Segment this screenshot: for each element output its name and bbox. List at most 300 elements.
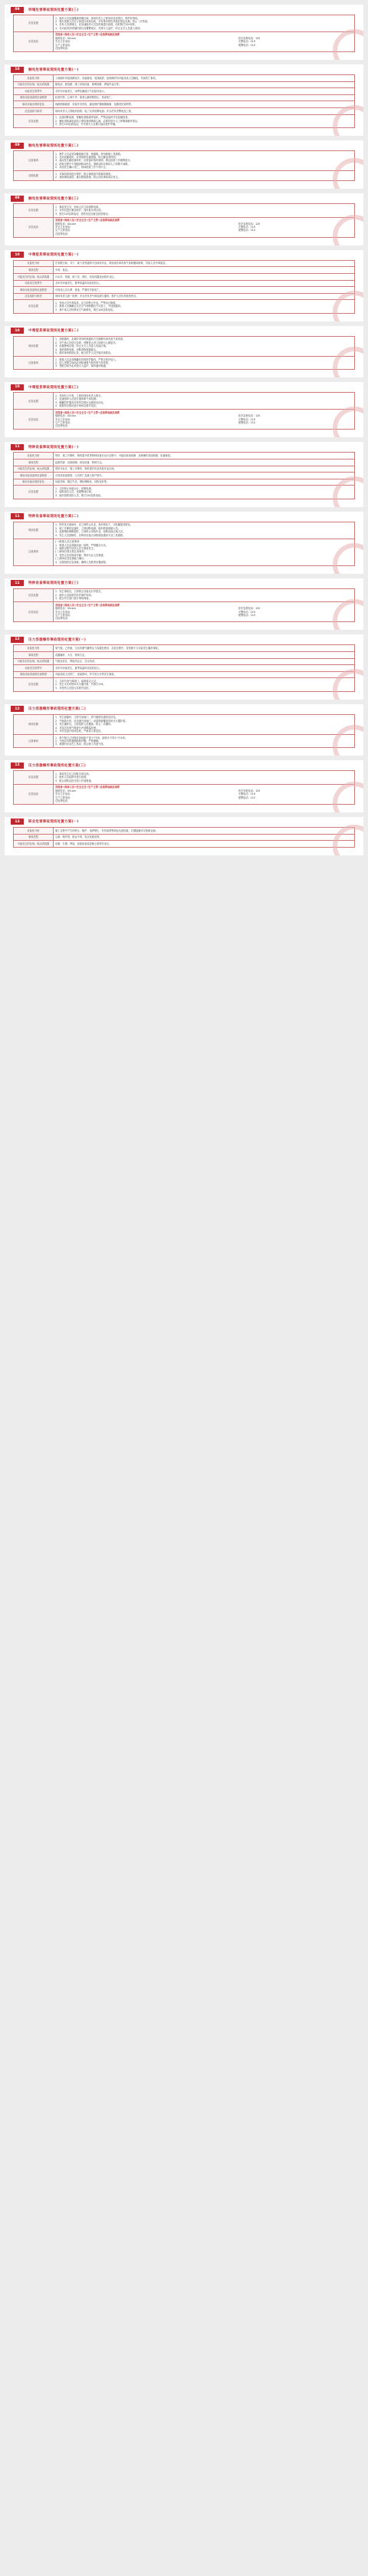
row-value — [54, 645, 355, 652]
section-body — [5, 827, 363, 855]
row-value — [54, 602, 355, 622]
plan-section — [5, 817, 363, 855]
row-label: 现场处置 — [14, 522, 54, 539]
list-item: 3、夜间发生触电事故时，应准备好临时照明，保证抢救工作顺利进行。 — [55, 159, 133, 163]
section-title: 职业危害事故现场处置方案(一) — [28, 820, 79, 825]
plan-section — [5, 382, 363, 437]
procedure-table — [13, 452, 355, 499]
list-item: 4、定期组织应急演练，确保人员熟悉处置流程。 — [55, 560, 108, 564]
plan-section — [5, 193, 363, 245]
row-value — [54, 771, 355, 784]
emergency-number: 火警电话：119 — [238, 40, 255, 44]
list-item: 2、施工升降机坠落时，立即切断电源，组织救援被困人员。 — [55, 526, 120, 530]
procedure-row — [14, 357, 355, 370]
list-item: 2、发生火灾时使用灭火器扑救，并拨打119。 — [55, 683, 106, 687]
row-text: 现场负责人统一指挥；安全员负责气体检测与通风；救护人员负责抢救伤员。 — [55, 295, 139, 298]
list-item: 3、受伤人员应保持冷静，等待专业人员救援。 — [55, 553, 106, 557]
row-text: 可造成人员头晕、昏迷，严重时导致死亡。 — [55, 288, 102, 292]
contact-entry: 生产主管电话： — [55, 421, 73, 425]
section-header — [5, 442, 363, 452]
list-item: 5、对伤员进行现场急救，严重者立即送医。 — [55, 729, 104, 733]
row-value — [54, 479, 355, 486]
section-number-badge: 09 — [11, 7, 24, 13]
list-item: 1、塔吊发生倾斜时，应立即停止作业，将吊物放下，司机撤离驾驶室。 — [55, 523, 133, 527]
procedure-row — [14, 734, 355, 747]
contact-entry: 值班电话：XX-xxx — [55, 36, 76, 40]
procedure-row — [14, 651, 355, 658]
list-item: 3、拨打120急救电话，将伤员送往就近医院救治。 — [55, 212, 110, 216]
emergency-number: 报警电话：110 — [238, 613, 255, 617]
list-item: 3、设置警戒区域，防止无关人员进入危险区域。 — [55, 344, 108, 348]
procedure-row — [14, 671, 355, 678]
procedure-row — [14, 834, 355, 841]
list-item: 1、救护人员必须穿戴绝缘手套、绝缘鞋，使用绝缘工具施救。 — [55, 152, 123, 156]
procedure-row — [14, 217, 355, 237]
row-value — [54, 260, 355, 267]
section-header — [5, 382, 363, 392]
procedure-table — [13, 260, 355, 314]
row-text: 容器爆炸、火灾、物体打击。 — [55, 653, 87, 657]
list-item: 2、触电者脱离电源后立即检查呼吸和心跳，必要时进行人工呼吸和胸外按压。 — [55, 119, 140, 123]
procedure-row — [14, 108, 355, 115]
emergency-number: 医疗急救电话：120 — [238, 414, 261, 418]
contact-entry: 总指挥电话： — [55, 424, 71, 428]
procedure-row — [14, 453, 355, 460]
section-body — [5, 714, 363, 756]
row-label: 可能发生的区域、地点或装置 — [14, 274, 54, 281]
contact-line — [55, 424, 353, 427]
contact-entry: 安全主任电话： — [55, 417, 73, 421]
row-label: 危险性分析 — [14, 827, 54, 834]
row-label: 现场处置 — [14, 336, 54, 356]
procedure-row — [14, 171, 355, 181]
procedure-table — [13, 644, 355, 691]
section-header — [5, 64, 363, 74]
row-value — [54, 15, 355, 32]
row-value — [54, 31, 355, 51]
section-body — [5, 392, 363, 437]
row-value — [54, 665, 355, 672]
row-label: 应急电话 — [14, 784, 54, 804]
row-value — [54, 522, 355, 539]
list-item: 1、事故发生后，现场人员立即切断电源。 — [55, 205, 101, 209]
procedure-row — [14, 479, 355, 486]
row-label: 事故类型 — [14, 460, 54, 466]
contact-entry: 值班电话：XX-xxx — [55, 789, 76, 792]
row-value — [54, 280, 355, 287]
row-value — [54, 678, 355, 691]
row-label: 可能发生的区域、地点或装置 — [14, 81, 54, 88]
report-chain: 发现者→现场人员→安全主任→生产主管→总指挥或副总指挥 — [55, 603, 120, 607]
procedure-row — [14, 410, 355, 430]
procedure-table — [13, 15, 355, 52]
row-text: 全年均可能发生，雨季及潮湿天气危险性较大。 — [55, 89, 107, 93]
section-title: 特种设备事故现场处置方案(二) — [28, 515, 79, 519]
section-body — [5, 260, 363, 321]
list-item: 4、对周边其他气瓶进行冷却降温处理。 — [55, 726, 99, 730]
row-text: 中毒、窒息。 — [55, 268, 71, 272]
row-text: 在有限空间、井下、地下室等通风不良场所作业，易造成有毒有害气体积聚或缺氧，导致人员中毒窒息。 — [55, 262, 168, 265]
section-number-badge: 10 — [11, 328, 24, 334]
row-label: 现场处置 — [14, 714, 54, 734]
row-label: 应急处置 — [14, 678, 54, 691]
contact-entry: 值班电话：XX-xxx — [55, 222, 76, 226]
plan-section — [5, 578, 363, 631]
row-label: 可能发生的区域、地点或装置 — [14, 466, 54, 473]
procedure-row — [14, 473, 355, 479]
row-label: 事故类型 — [14, 834, 54, 841]
list-item: 3、对受伤人员进行急救并送医。 — [55, 686, 91, 690]
procedure-row — [14, 31, 355, 51]
section-header — [5, 250, 363, 260]
row-value — [54, 671, 355, 678]
row-label: 应急电话 — [14, 410, 54, 430]
row-value — [54, 357, 355, 370]
list-item: 3、若有人员被埋压，应迅速组织人员及机械进行抢救，同时拨打120求救。 — [55, 23, 137, 27]
section-number-badge: 10 — [11, 252, 24, 258]
section-header — [5, 512, 363, 522]
list-item: 4、发生人员被困时，应利用设备自身救援装置或专业工具施救。 — [55, 533, 126, 537]
section-title: 触电危害事故现场处置方案(二) — [28, 143, 79, 148]
procedure-row — [14, 75, 355, 82]
procedure-row — [14, 88, 355, 95]
row-label: 应急电话 — [14, 217, 54, 237]
plan-section — [5, 326, 363, 378]
procedure-row — [14, 151, 355, 171]
list-item: 1、救援人员必须服从统一指挥，严禁擅自行动。 — [55, 543, 108, 547]
row-label: 可能发生的季节 — [14, 88, 54, 95]
row-text: 尘肺、噪声聋、职业中毒、电光性眼炎等。 — [55, 835, 102, 839]
section-body — [5, 522, 363, 574]
section-number-badge: 11 — [11, 513, 24, 519]
procedure-row — [14, 114, 355, 127]
procedure-row — [14, 645, 355, 652]
list-item: 1、立即关闭气源阀门，疏散周边人员。 — [55, 679, 99, 683]
row-value — [54, 466, 355, 473]
list-item: (二)现场自救互救注意事项： — [55, 550, 87, 554]
plan-section — [5, 634, 363, 699]
row-value — [54, 94, 355, 101]
contact-line — [55, 617, 353, 620]
emergency-number: 报警电话：110 — [238, 796, 255, 799]
procedure-row — [14, 784, 355, 804]
emergency-number: 报警电话：110 — [238, 229, 255, 232]
contact-line — [55, 47, 353, 50]
list-item: 3、受限空间外必须设专人监护，保持通讯畅通。 — [55, 364, 108, 368]
list-item: 4、抢救过程中不得随意移动伤员，需移动时应保持人工呼吸不间断。 — [55, 162, 130, 166]
emergency-number: 火警电话：119 — [238, 417, 255, 421]
section-title: 触电危害事故现场处置方案(一) — [28, 68, 79, 72]
contact-entry: 安全主任电话： — [55, 40, 73, 44]
section-title: 坍塌危害事故现场处置方案(三) — [28, 8, 79, 12]
row-label: 应急组织与职责 — [14, 108, 54, 115]
list-item: 3、组织抢救受伤人员，拨打120急救电话。 — [55, 493, 104, 497]
report-chain: 发现者→现场人员→安全主任→生产主管→总指挥或副总指挥 — [55, 410, 120, 414]
procedure-row — [14, 486, 355, 499]
row-label: 危险性分析 — [14, 645, 54, 652]
list-item: 2、气瓶应有防震圈和防护帽，严禁暴晒。 — [55, 739, 101, 743]
row-label: 应急处置 — [14, 771, 54, 784]
row-value — [54, 81, 355, 88]
row-text: 设备异响、限位失灵、钢丝绳断丝、结构变形等。 — [55, 480, 110, 484]
row-value — [54, 300, 355, 313]
section-number-badge: 13 — [11, 819, 24, 825]
contact-entry: 总指挥电话： — [55, 799, 71, 802]
list-item: 2、迅速组织人员进行通风和气体检测。 — [55, 397, 99, 401]
row-value — [54, 486, 355, 499]
contact-entry: 总指挥电话： — [55, 47, 71, 51]
row-text: 配电房、配电箱、施工用电设备、照明线路、焊接作业区等。 — [55, 83, 122, 87]
row-label: 可能发生的区域、地点或装置 — [14, 841, 54, 848]
row-text: 施工过程中产生的粉尘、噪声、电焊烟尘、有机溶剂等职业危害因素，长期接触可导致职业病。 — [55, 828, 158, 832]
procedure-table — [13, 336, 355, 371]
section-body — [5, 150, 363, 189]
list-item: 2、组织人员疏散并进行抢救。 — [55, 776, 89, 779]
procedure-row — [14, 336, 355, 356]
emergency-number: 医疗急救电话：120 — [238, 607, 261, 611]
row-label: 事故可能造成的危害程度 — [14, 94, 54, 101]
list-item: 1、迅速切断电源，使触电者脱离带电体，严禁直接用手拉扯触电者。 — [55, 116, 130, 120]
emergency-number: 医疗急救电话：120 — [238, 789, 261, 792]
procedure-row — [14, 588, 355, 601]
procedure-table — [13, 150, 355, 181]
procedure-row — [14, 460, 355, 466]
report-chain: 发现者→现场人员→安全主任→生产主管→总指挥或副总指挥 — [55, 33, 120, 37]
section-title: 特种设备事故现场处置方案(三) — [28, 581, 79, 586]
row-label: 应急组织与职责 — [14, 293, 54, 300]
procedure-row — [14, 293, 355, 300]
list-item: 1、发生泄漏时，立即关闭阀门，将气瓶移至通风良好处。 — [55, 716, 118, 720]
section-body — [5, 15, 363, 60]
procedure-row — [14, 678, 355, 691]
row-value — [54, 101, 355, 108]
list-item: 3、发生爆炸后，立即组织人员撤离，防止二次爆炸。 — [55, 723, 113, 726]
list-item: 1、发现人员中毒窒息，应立即停止作业，严禁盲目施救。 — [55, 301, 118, 305]
list-item: 1、事故发生后立即报告项目部。 — [55, 772, 91, 776]
row-label: 危险性分析 — [14, 453, 54, 460]
row-label: 危险性分析 — [14, 75, 54, 82]
row-value — [54, 784, 355, 804]
procedure-table — [13, 714, 355, 749]
row-label: 应急处置 — [14, 393, 54, 410]
row-value — [54, 393, 355, 410]
section-title: 中毒窒息事故现场处置方案(一) — [28, 253, 79, 258]
list-item: (三)现场应急处置能力确认： — [55, 557, 87, 561]
list-item: 3、配合有关部门进行事故调查。 — [55, 597, 91, 601]
list-item: 3、拨打120急救电话，并安排专人在路口接应救护车辆。 — [55, 123, 118, 126]
section-header — [5, 634, 363, 644]
row-value — [54, 217, 355, 237]
section-number-badge: 10 — [11, 67, 24, 73]
procedure-row — [14, 539, 355, 565]
row-label: 事故可能造成的危害程度 — [14, 287, 54, 294]
list-item: 1、发生事故后，立即停止设备运行并报告。 — [55, 590, 104, 594]
list-item: 1、组织人员迅速撤离坍塌区域，现场负责人立即向项目部报告，保护好现场。 — [55, 16, 140, 20]
list-item: 4、在可能再次坍塌的部位设置警戒区，安排专人监护，防止无关人员进入现场。 — [55, 26, 143, 30]
list-item: 2、救出受困人员后立即进行现场急救，对有骨折的伤员做好固定处理，防止二次伤害。 — [55, 20, 150, 23]
section-number-badge: 09 — [11, 143, 24, 149]
procedure-table — [13, 392, 355, 430]
row-label: 事前可能出现的征兆 — [14, 101, 54, 108]
list-item: 3、起重钢丝绳断裂时，立即停止吊装作业，疏散危险区域人员。 — [55, 530, 126, 534]
procedure-row — [14, 280, 355, 287]
list-item: 3、配合消防及医疗部门开展救援。 — [55, 779, 94, 782]
row-value — [54, 588, 355, 601]
procedure-row — [14, 287, 355, 294]
row-label: 事故可能造成的危害程度 — [14, 473, 54, 479]
row-label: 事故类型 — [14, 651, 54, 658]
emergency-number: 火警电话：119 — [238, 792, 255, 796]
contact-entry: 值班电话：XX-xxx — [55, 607, 76, 611]
procedure-row — [14, 300, 355, 313]
row-label: 注意事项 — [14, 357, 54, 370]
plan-section — [5, 512, 363, 574]
row-value — [54, 651, 355, 658]
section-number-badge: 09 — [11, 196, 24, 202]
row-value — [54, 88, 355, 95]
list-item: 2、对伤员进行紧急救护，同时报告项目部。 — [55, 209, 104, 212]
row-value — [54, 714, 355, 734]
row-label: 事故可能造成的危害程度 — [14, 671, 54, 678]
section-title: 压力容器爆炸事故现场处置方案(三) — [28, 763, 87, 768]
emergency-number: 报警电话：110 — [238, 43, 255, 47]
list-item: 2、救援人员佩戴正压式空气呼吸器后方可进入，并加强通风。 — [55, 305, 123, 308]
procedure-row — [14, 771, 355, 784]
plan-section — [5, 760, 363, 812]
row-value — [54, 827, 355, 834]
contact-entry: 值班电话：XX-xxx — [55, 414, 76, 418]
procedure-row — [14, 267, 355, 274]
report-chain: 发现者→现场人员→安全主任→生产主管→总指挥或副总指挥 — [55, 219, 120, 222]
procedure-row — [14, 602, 355, 622]
procedure-table — [13, 522, 355, 566]
row-label: 可能发生的季节 — [14, 665, 54, 672]
row-value — [54, 151, 355, 171]
emergency-number: 医疗急救电话：120 — [238, 222, 261, 226]
plan-section — [5, 64, 363, 136]
plan-section — [5, 5, 363, 60]
row-label: 注意事项 — [14, 151, 54, 171]
plan-section — [5, 140, 363, 189]
procedure-row — [14, 466, 355, 473]
contact-entry: 生产主管电话： — [55, 796, 73, 799]
list-item: 4、根据伤员情况进行现场急救并送医。 — [55, 404, 99, 408]
section-header — [5, 326, 363, 336]
procedure-row — [14, 393, 355, 410]
list-item: 1、救援人员必须佩戴有效的防护器具，严禁无防护进入。 — [55, 357, 118, 361]
list-item: 2、组织人员抢救伤员并保护现场。 — [55, 593, 94, 597]
row-value — [54, 287, 355, 294]
procedure-table — [13, 203, 355, 238]
emergency-number: 火警电话：119 — [238, 226, 255, 229]
list-item: 1、对事故现场进行保护，配合调查组开展事故调查。 — [55, 172, 113, 176]
row-label: 危险性分析 — [14, 260, 54, 267]
row-text: 起重伤害、设备倒塌、高处坠落、物体打击。 — [55, 460, 104, 464]
section-body — [5, 74, 363, 136]
procedure-table — [13, 588, 355, 623]
contact-line — [55, 799, 353, 802]
plan-section — [5, 442, 363, 506]
row-value — [54, 473, 355, 479]
list-item: 3、佩戴防护器具后将伤员救出至通风良好处。 — [55, 400, 106, 404]
section-title: 触电危害事故现场处置方案(三) — [28, 196, 79, 201]
contact-entry: 安全主任电话： — [55, 792, 73, 796]
row-text: 气瓶存放区、焊接作业区、空压机房。 — [55, 660, 97, 664]
row-text: 氧气瓶、乙炔瓶、空压机储气罐等压力容器在使用、存放过程中，若管理不当可能发生爆炸事故。 — [55, 646, 161, 650]
emergency-number: 报警电话：110 — [238, 421, 255, 425]
plan-section — [5, 250, 363, 321]
section-title: 特种设备事故现场处置方案(一) — [28, 445, 79, 450]
section-body — [5, 644, 363, 699]
row-value — [54, 658, 355, 665]
section-header — [5, 193, 363, 203]
row-value — [54, 108, 355, 115]
plan-section — [5, 704, 363, 756]
list-item: 1、立即停止设备运行，切断电源。 — [55, 487, 94, 491]
procedure-row — [14, 841, 355, 848]
list-item: 2、查明事故原因，落实整改措施，防止同类事故再次发生。 — [55, 176, 120, 180]
row-value — [54, 841, 355, 848]
row-text: 工地临时用电线路较多，设备漏电、电线破损、违规操作均可能造成人员触电，导致伤亡事故。 — [55, 76, 158, 80]
list-item: 3、救援时应站在上风向，防止吸入有害气体。 — [55, 743, 106, 746]
emergency-number: 火警电话：119 — [238, 610, 255, 614]
procedure-row — [14, 665, 355, 672]
section-body — [5, 203, 363, 245]
list-item: 3、将中毒人员转移至空气新鲜处，拨打120急救电话。 — [55, 308, 116, 311]
section-title: 压力容器爆炸事故现场处置方案(一) — [28, 637, 87, 642]
row-text: 现场负责人立即组织抢救；电工负责切断电源；安全员负责警戒及上报。 — [55, 109, 133, 113]
row-label: 应急处置 — [14, 300, 54, 313]
section-number-badge: 12 — [11, 763, 24, 769]
list-item: 1、氧气瓶与乙炔瓶存放间距不得小于5米，距明火不得小于10米。 — [55, 736, 128, 740]
contact-entry: 生产主管电话： — [55, 229, 73, 232]
list-item: 1、发现有人中毒，立即向现场负责人报告。 — [55, 394, 104, 398]
section-number-badge: 10 — [11, 384, 24, 390]
row-text: 可能造成人员伤亡、设备损坏，并引发火灾等次生事故。 — [55, 673, 117, 677]
section-header — [5, 760, 363, 770]
emergency-number: 医疗急救电话：120 — [238, 36, 261, 40]
row-value — [54, 539, 355, 565]
row-value — [54, 75, 355, 82]
row-value — [54, 834, 355, 841]
list-item: 2、气瓶着火时，应迅速关闭阀门，用湿棉被覆盖或用灭火器扑救。 — [55, 719, 128, 723]
row-value — [54, 410, 355, 430]
procedure-row — [14, 827, 355, 834]
row-value — [54, 171, 355, 181]
row-text: 全年均可能发生，夏季高温时危险性较大。 — [55, 666, 102, 670]
row-value — [54, 460, 355, 466]
contact-entry: 总指挥电话： — [55, 617, 71, 621]
section-body — [5, 452, 363, 506]
row-text: 塔吊作业区、施工升降机、物料提升机及吊装作业区域。 — [55, 467, 117, 471]
procedure-row — [14, 81, 355, 88]
section-title: 中毒窒息事故现场处置方案(二) — [28, 329, 79, 334]
list-item: 2、疏散周边人员，设置警戒区域。 — [55, 490, 94, 494]
section-header — [5, 5, 363, 15]
list-item: 5、做好现场救援记录，配合医护人员开展后续救治。 — [55, 351, 113, 355]
row-value — [54, 267, 355, 274]
procedure-table — [13, 827, 355, 848]
section-body — [5, 336, 363, 378]
row-text: 切割、打磨、焊接、油漆涂装及混凝土搅拌作业区。 — [55, 842, 112, 845]
section-header — [5, 578, 363, 588]
procedure-row — [14, 260, 355, 267]
report-chain: 发现者→现场人员→安全主任→生产主管→总指挥或副总指挥 — [55, 786, 120, 789]
section-header — [5, 140, 363, 150]
row-label: 应急处置 — [14, 588, 54, 601]
list-item: 1、加强通风，必要时采用机械通风方式稀释有毒有害气体浓度。 — [55, 338, 126, 341]
procedure-row — [14, 658, 355, 665]
